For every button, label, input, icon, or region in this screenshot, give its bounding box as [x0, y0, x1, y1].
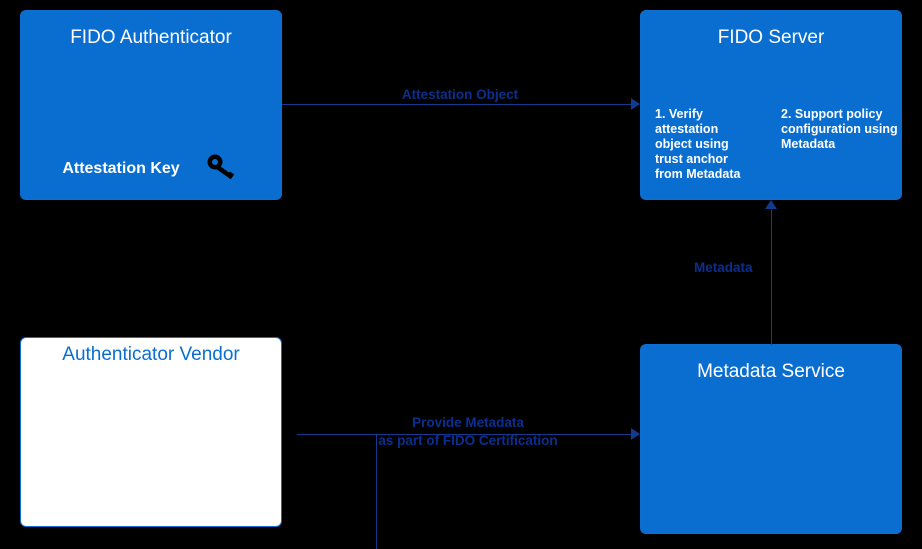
edge-attestation-object-arrowhead [631, 98, 640, 110]
node-authenticator-vendor-title: Authenticator Vendor [62, 344, 240, 365]
node-fido-server-title: FIDO Server [717, 27, 825, 48]
node-fido-server[interactable] [640, 10, 902, 200]
node-fido-authenticator-title: FIDO Authenticator [70, 27, 232, 48]
edge-provide-metadata-label-line1: Provide Metadata [412, 415, 524, 430]
node-metadata-service-title: Metadata Service [697, 361, 845, 382]
edge-provide-metadata-label-line2: as part of FIDO Certification [378, 433, 558, 448]
attestation-key-label: Attestation Key [62, 159, 180, 177]
edge-metadata-label: Metadata [694, 260, 753, 275]
edge-provide-metadata-arrowhead [631, 428, 640, 440]
edge-metadata-line [771, 209, 772, 345]
fido-server-note-verify: 1. Verify attestation object using trust anchor from Metadata [655, 107, 741, 181]
node-authenticator-vendor[interactable] [20, 337, 282, 527]
node-metadata-service[interactable] [640, 344, 902, 534]
key-icon [206, 151, 240, 186]
edge-provide-metadata-label [328, 414, 608, 450]
edge-metadata-arrowhead [765, 200, 777, 209]
node-fido-authenticator[interactable] [20, 10, 282, 200]
fido-server-note-policy: 2. Support policy configuration using Metadata [781, 107, 898, 151]
edge-attestation-object-label: Attestation Object [401, 87, 519, 102]
edge-provide-metadata-stub [376, 434, 377, 549]
edge-attestation-object-line [282, 104, 631, 105]
attestation-key-row [21, 151, 281, 186]
